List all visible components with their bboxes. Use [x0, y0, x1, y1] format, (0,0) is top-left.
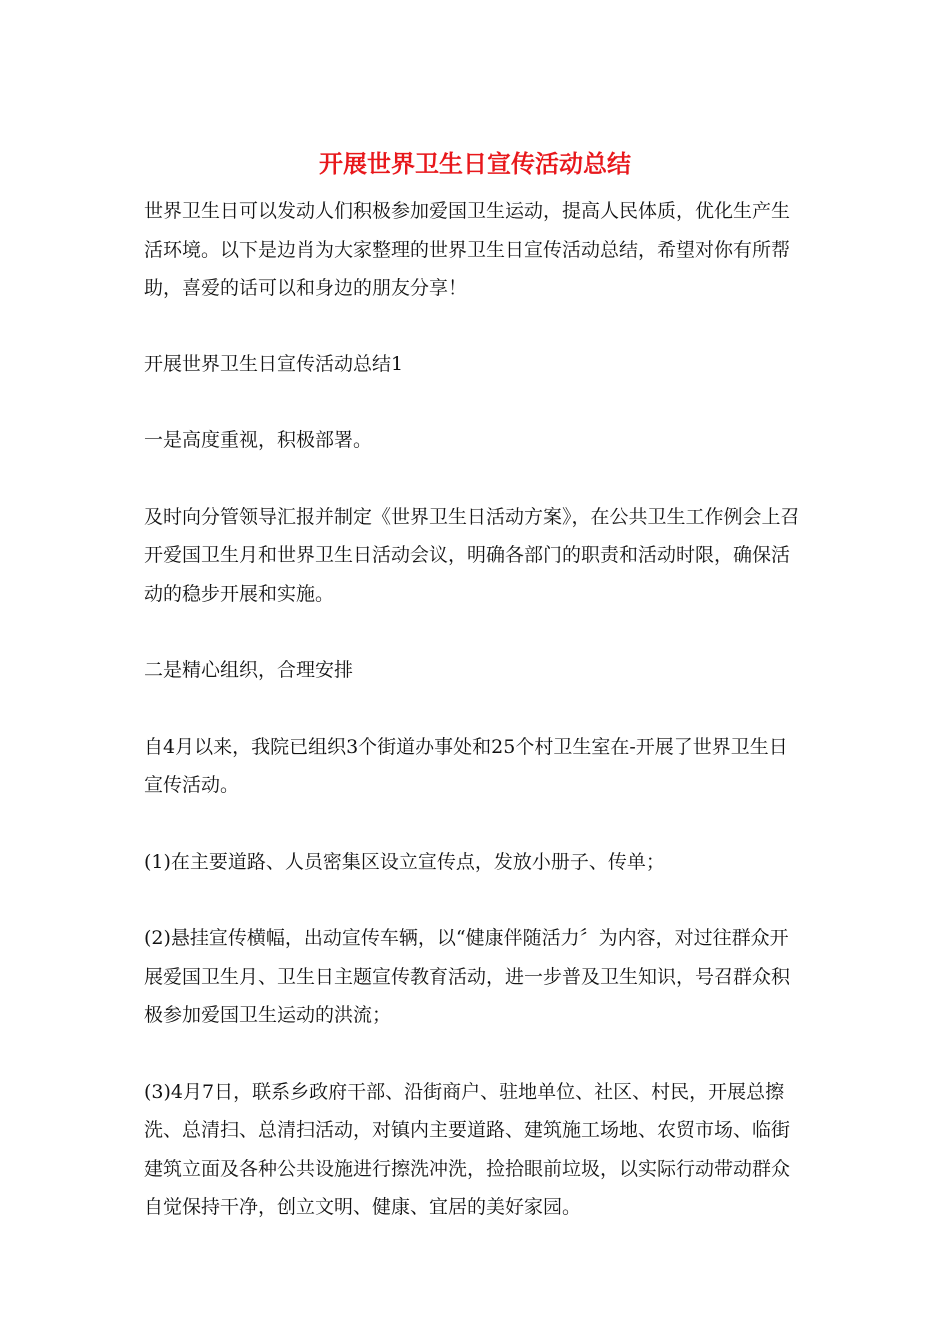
list-item-2: (2)悬挂宣传横幅，出动宣传车辆，以“健康伴随活力〞为内容，对过往群众开展爱国卫生月、卫生日主题宣传教育活动，进一步普及卫生知识，号召群众积极参加爱国卫生运动的洪流； — [144, 927, 791, 1026]
list-item-3: (3)4月7日，联系乡政府干部、沿街商户、驻地单位、社区、村民，开展总擦洗、总清扫、总清扫活动，对镇内主要道路、建筑施工场地、农贸市场、临街建筑立面及各种公共设施进行擦洗冲洗，捡拾眼前垃圾，以实际行动带动群众自觉保持干净，创立文明、健康、宜居的美好家园。 — [144, 1080, 791, 1218]
paragraph-activities: 自4月以来，我院已组织3个街道办事处和25个村卫生室在-开展了世界卫生日宣传活动。 — [144, 735, 788, 796]
point-heading-1: 一是高度重视，积极部署。 — [144, 429, 373, 451]
document-title: 开展世界卫生日宣传活动总结 — [319, 149, 631, 178]
document-body — [144, 192, 804, 1265]
paragraph-intro: 世界卫生日可以发动人们积极参加爱国卫生运动，提高人民体质，优化生产生活环境。以下是边肖为大家整理的世界卫生日宣传活动总结，希望对你有所帮助，喜爱的话可以和身边的朋友分享！ — [144, 200, 791, 299]
list-item-1: (1)在主要道路、人员密集区设立宣传点，发放小册子、传单； — [144, 850, 665, 873]
paragraph-plan: 及时向分管领导汇报并制定《世界卫生日活动方案》，在公共卫生工作例会上召开爱国卫生月和世界卫生日活动会议，明确各部门的职责和活动时限，确保活动的稳步开展和实施。 — [144, 505, 800, 605]
section-heading-1: 开展世界卫生日宣传活动总结1 — [144, 352, 404, 375]
point-heading-2: 二是精心组织，合理安排 — [144, 659, 354, 681]
